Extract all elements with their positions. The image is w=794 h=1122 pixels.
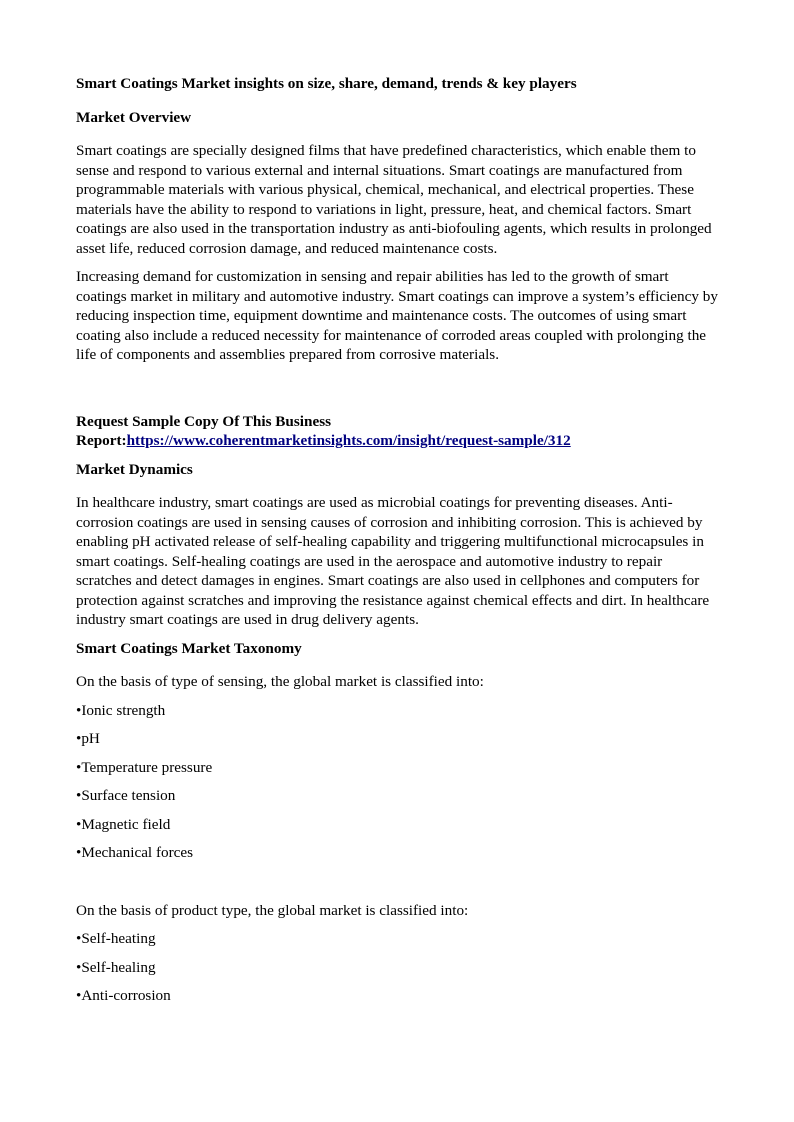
request-sample-label: Request Sample Copy Of This Business Report: (76, 412, 332, 449)
overview-paragraph-2: Increasing demand for customization in sensing and repair abilities has led to the growth of smart coatings market in military and automotive industry. Smart coatings can improve a system’s efficiency by reducing inspection time, equipment downtime and maintenance costs. The outcomes of using smart coating also include a reduced necessity for maintenance of corroded areas coupled with prolonging the life of components and assemblies prepared from corrosive materials. (76, 268, 718, 363)
taxonomy-heading: Smart Coatings Market Taxonomy (76, 639, 302, 657)
product-intro: On the basis of product type, the global market is classified into: (76, 901, 469, 919)
document-page (76, 74, 721, 1015)
list-item: •Mechanical forces (76, 844, 194, 861)
list-item: •Magnetic field (76, 815, 171, 833)
document-title: Smart Coatings Market insights on size, share, demand, trends & key players (76, 75, 577, 92)
list-item: •Ionic strength (76, 701, 166, 719)
list-item: •Self-healing (76, 958, 156, 976)
overview-paragraph-1: Smart coatings are specially designed films that have predefined characteristics, which enable them to sense and respond to various external and internal situations. Smart coatings are manufactured from programmable materials with various physical, chemical, mechanical, and electrical properties. These materials have the ability to respond to variations in light, pressure, heat, and chemical factors. Smart coatings are also used in the transportation industry as anti-biofouling agents, which results in prolonged asset life, reduced corrosion damage, and reduced maintenance costs. (76, 142, 712, 257)
list-item: •Temperature pressure (76, 758, 213, 776)
request-sample-line (76, 412, 721, 451)
list-item: •Surface tension (76, 787, 176, 804)
list-item: •Self-heating (76, 930, 156, 947)
spacer (76, 872, 721, 901)
list-item: •pH (76, 730, 100, 747)
spacer (76, 374, 721, 412)
request-sample-link[interactable]: https://www.coherentmarketinsights.com/insight/request-sample/312 (126, 432, 571, 449)
list-item: •Anti-corrosion (76, 987, 171, 1004)
market-overview-heading: Market Overview (76, 108, 192, 126)
market-dynamics-heading: Market Dynamics (76, 460, 193, 478)
dynamics-paragraph: In healthcare industry, smart coatings are used as microbial coatings for preventing diseases. Anti-corrosion coatings are used in sensing causes of corrosion and inhibiting corrosion. This is achieved by enabling pH activated release of self-healing capability and triggering multifunctional microcapsules in smart coatings. Self-healing coatings are used in the aerospace and automotive industry to repair scratches and detect damages in engines. Smart coatings are also used in cellphones and computers for protection against scratches and improving the resistance against chemical effects and dirt. In healthcare industry smart coatings are used in drug delivery agents. (76, 494, 710, 628)
sensing-intro: On the basis of type of sensing, the global market is classified into: (76, 673, 484, 690)
